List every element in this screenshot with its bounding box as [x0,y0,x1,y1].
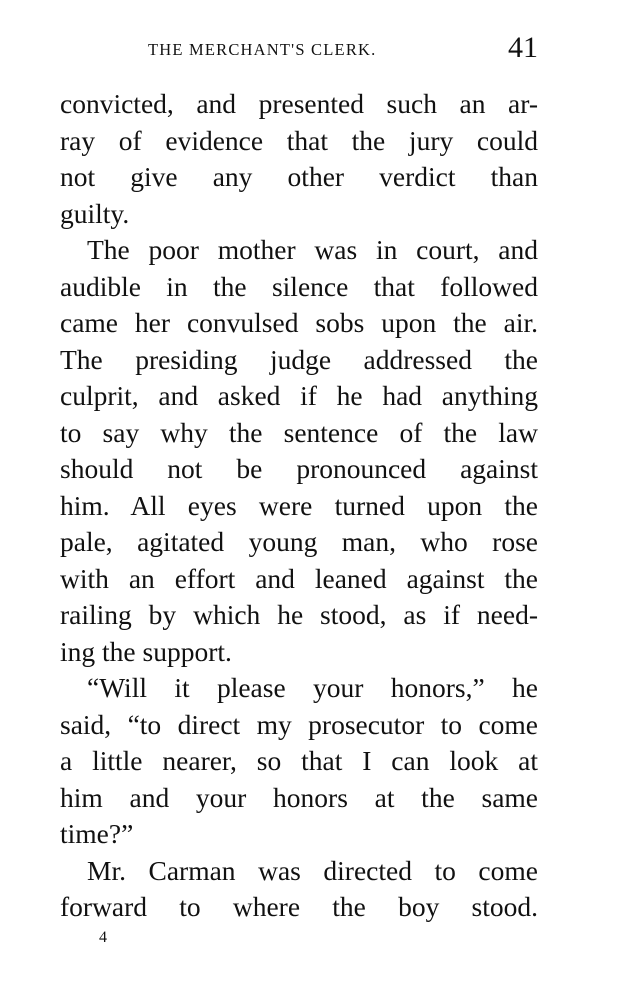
body-text [60,86,538,926]
text-line: convicted, and presented such an ar- [60,88,538,119]
text-line: Mr. Carman was directed to come [87,854,538,886]
text-line: with an effort and leaned against the [60,562,538,594]
text-line: The presiding judge addressed the [60,343,538,375]
text-line: ray of evidence that the jury could [60,124,538,156]
text-line: The poor mother was in court, and [87,234,538,265]
text-line: forward to where the boy stood. [60,891,538,922]
text-line: time?” [60,818,134,849]
running-title: THE MERCHANT'S CLERK. [148,40,377,59]
running-head [140,28,538,68]
text-line: audible in the silence that followed [60,270,538,302]
page-number: 41 [508,31,538,64]
text-line: pale, agitated young man, who rose [60,526,538,557]
text-line: said, “to direct my prosecutor to come [60,708,538,740]
text-line: ing the support. [60,635,232,667]
text-line: a little nearer, so that I can look at [60,745,538,776]
text-line: “Will it please your honors,” he [87,672,538,703]
text-line: guilty. [60,197,130,229]
signature-mark: 4 [99,929,107,946]
text-line: him. All eyes were turned upon the [60,489,538,521]
text-line: to say why the sentence of the law [60,416,538,448]
text-line: culprit, and asked if he had anything [60,380,538,411]
text-line: not give any other verdict than [60,161,538,192]
text-line: came her convulsed sobs upon the air. [60,307,538,338]
text-line: should not be pronounced against [60,453,538,484]
text-line: him and your honors at the same [60,781,538,813]
text-line: railing by which he stood, as if need- [60,599,538,630]
